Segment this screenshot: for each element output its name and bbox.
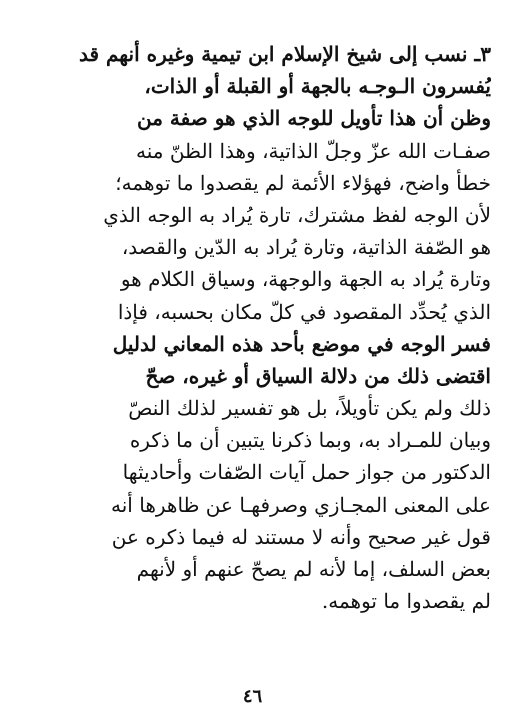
text-line: وتارة يُراد به الجهة والوجهة، وسياق الكلام هو — [120, 267, 491, 292]
text-line: لم يقصدوا ما توهمه. — [321, 589, 491, 614]
text-line: اقتضى ذلك من دلالة السياق أو غيره، صحّ — [145, 363, 491, 388]
text-line: الذي يُحدِّد المقصود في كلّ مكان بحسبه، فإذا — [117, 299, 491, 324]
text-line: يُفسرون الـوجـه بالجهة أو القبلة أو الذات، — [144, 74, 491, 99]
text-line: ذلك ولم يكن تأويلاً، بل هو تفسير لذلك النصّ — [128, 396, 491, 421]
text-line: قول غير صحيح وأنه لا مستند له فيما ذكره عن — [111, 524, 491, 549]
text-line: على المعنى المجـازي وصرفهـا عن ظاهرها أنه — [111, 492, 491, 517]
text-line: هو الصّفة الذاتية، وتارة يُراد به الدّين والقصد، — [121, 235, 491, 260]
body-text — [16, 38, 491, 617]
text-line: وظن أن هذا تأويل للوجه الذي هو صفة من — [137, 106, 491, 131]
text-line: لأن الوجه لفظ مشترك، تارة يُراد به الوجه الذي — [103, 202, 491, 227]
text-line: بعض السلف، إما لأنه لم يصحّ عنهم أو لأنهم — [136, 557, 491, 581]
text-line: فسر الوجه في موضع بأحد هذه المعاني لدليل — [112, 331, 491, 356]
text-line: ٣ـ نسب إلى شيخ الإسلام ابن تيمية وغيره أنهم قد — [78, 42, 491, 66]
text-line: الدكتور من جواز حمل آيات الصّفات وأحاديثها — [122, 460, 491, 485]
page-number: ٤٦ — [242, 686, 263, 707]
text-line: خطأ واضح، فهؤلاء الأئمة لم يقصدوا ما توهمه؛ — [115, 170, 491, 195]
text-line: صفـات الله عزّ وجلّ الذاتية، وهذا الظنّ منه — [135, 138, 491, 163]
text-line: وبيان للمـراد به، وبما ذكرنا يتبين أن ما ذكره — [129, 428, 491, 453]
